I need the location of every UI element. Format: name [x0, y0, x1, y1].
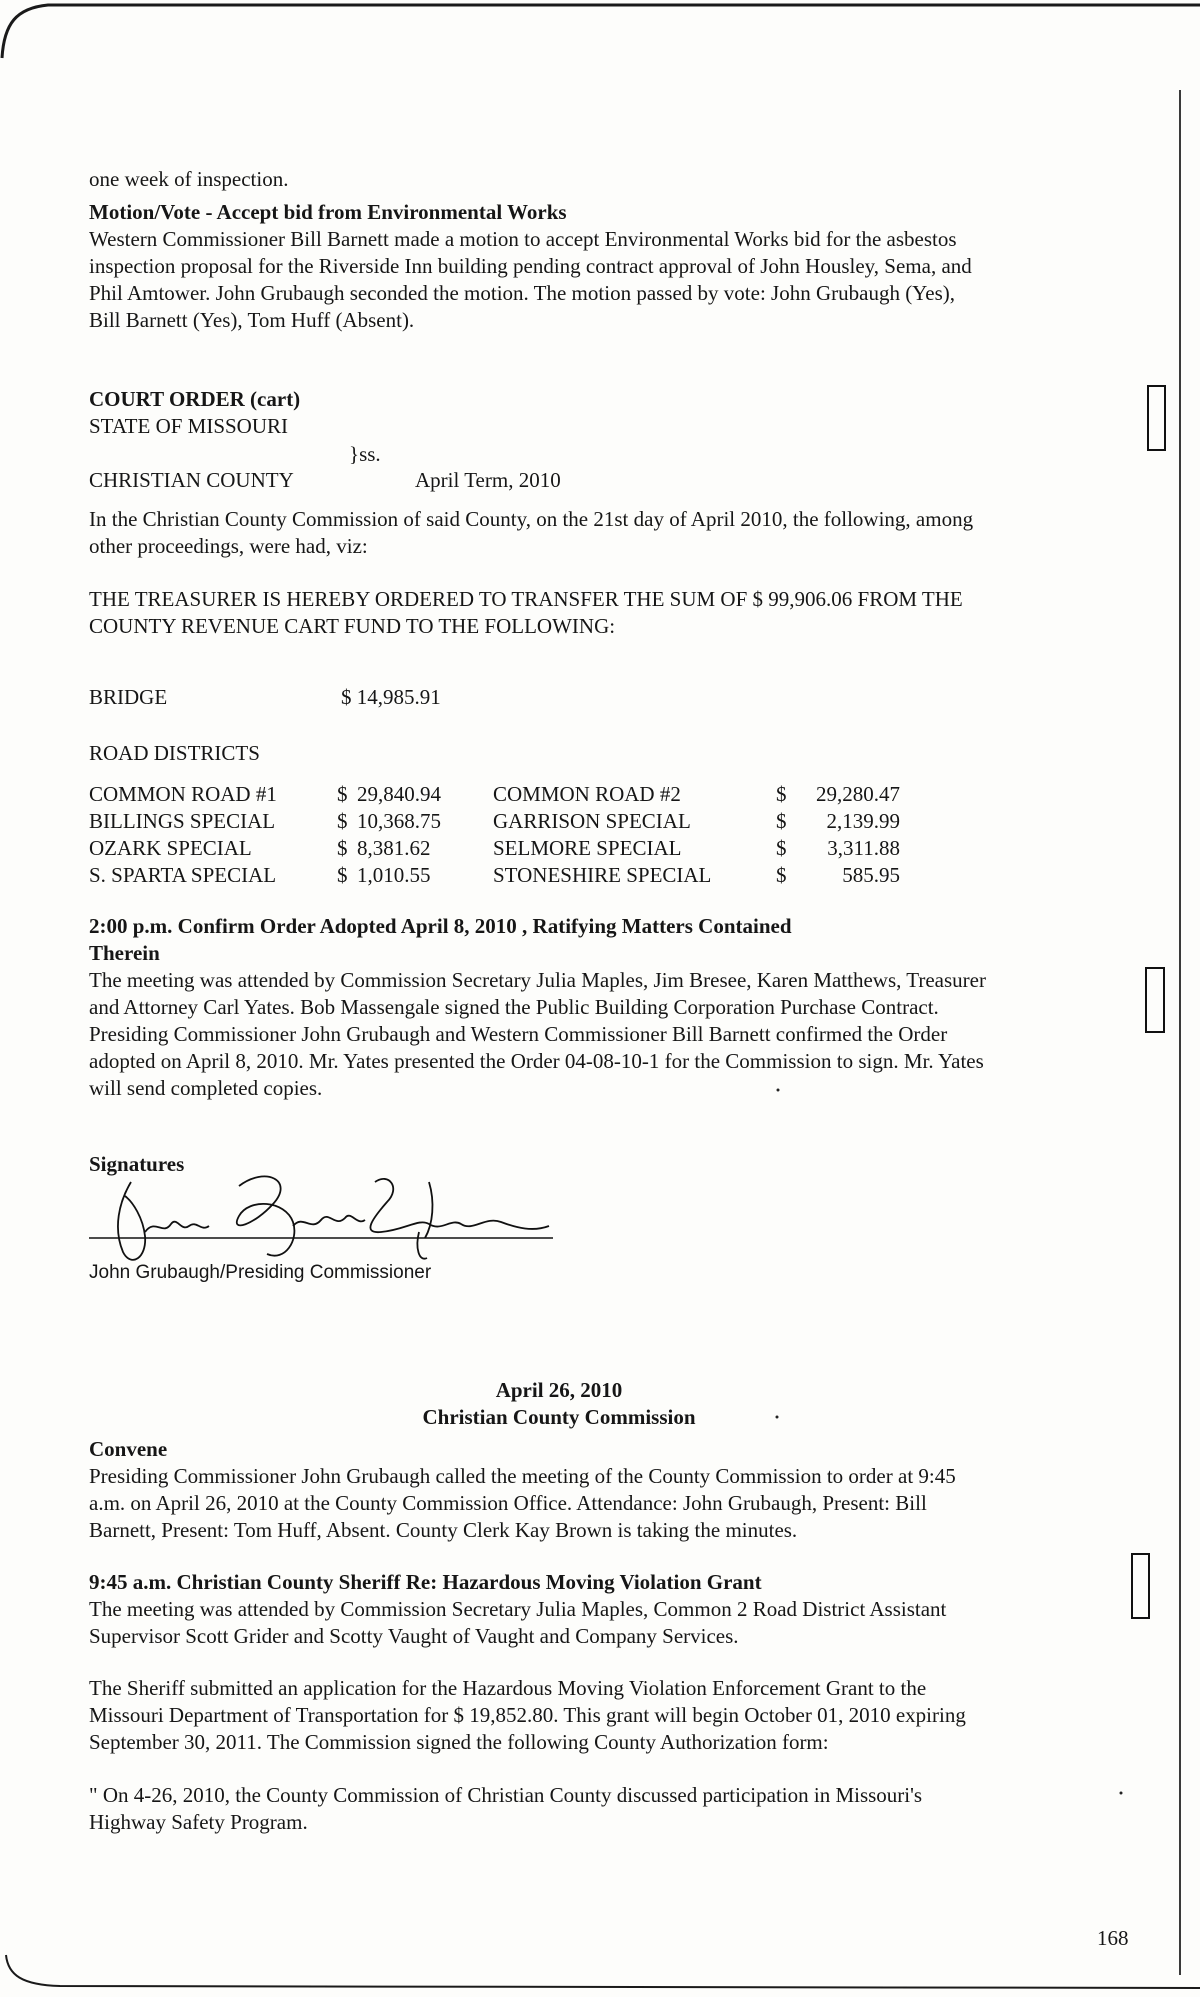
motion-vote-line: Bill Barnett (Yes), Tom Huff (Absent). [89, 308, 415, 332]
district-name: GARRISON SPECIAL [493, 809, 691, 833]
signature-caption: John Grubaugh/Presiding Commissioner [89, 1262, 432, 1283]
motion-vote-line: inspection proposal for the Riverside Inn building pending contract approval of John Housley, Sema, and [89, 254, 972, 278]
confirm-order-line: The meeting was attended by Commission Secretary Julia Maples, Jim Bresee, Karen Matthews, Treasurer [89, 968, 986, 992]
dollar-sign: $ [337, 782, 348, 806]
confirm-order-line: will send completed copies. [89, 1076, 323, 1100]
district-amount: 2,139.99 [826, 809, 900, 833]
court-order-heading: COURT ORDER (cart) [89, 387, 301, 411]
bridge-label: BRIDGE [89, 685, 168, 709]
transfer-line: COUNTY REVENUE CART FUND TO THE FOLLOWING: [89, 614, 616, 638]
district-name: STONESHIRE SPECIAL [493, 863, 712, 887]
district-amount: 8,381.62 [357, 836, 431, 860]
sheriff-line: Supervisor Scott Grider and Scotty Vaught of Vaught and Company Services. [89, 1624, 739, 1648]
confirm-order-line: Presiding Commissioner John Grubaugh and Western Commissioner Bill Barnett confirmed the Order [89, 1022, 948, 1046]
court-order-county: CHRISTIAN COUNTY [89, 468, 294, 492]
meeting-body: Christian County Commission [422, 1405, 696, 1429]
district-name: S. SPARTA SPECIAL [89, 863, 277, 887]
court-order-transfer-text [89, 586, 1119, 640]
road-districts-table [89, 781, 900, 889]
convene-line: Presiding Commissioner John Grubaugh called the meeting of the County Commission to order at 9:45 [89, 1464, 956, 1488]
grant-line: Missouri Department of Transportation for $ 19,852.80. This grant will begin October 01, 2010 expiring [89, 1703, 966, 1727]
proceedings-line: other proceedings, were had, viz: [89, 534, 368, 558]
sheriff-section [89, 1569, 1119, 1650]
signature-scribble [89, 1162, 569, 1272]
motion-vote-line: Western Commissioner Bill Barnett made a motion to accept Environmental Works bid for the asbestos [89, 227, 957, 251]
dollar-sign: $ [776, 863, 787, 887]
court-order-ss: }ss. [349, 442, 381, 466]
motion-vote-line: Phil Amtower. John Grubaugh seconded the motion. The motion passed by vote: John Grubaugh (Yes), [89, 281, 955, 305]
transfer-line: THE TREASURER IS HEREBY ORDERED TO TRANSFER THE SUM OF $ 99,906.06 FROM THE [89, 587, 963, 611]
signatures-heading: Signatures [89, 1152, 185, 1176]
court-order-proceedings [89, 506, 1119, 560]
convene-line: a.m. on April 26, 2010 at the County Commission Office. Attendance: John Grubaugh, Present: Bill [89, 1491, 927, 1515]
proceedings-line: In the Christian County Commission of said County, on the 21st day of April 2010, the following, among [89, 507, 974, 531]
quote-line: " On 4-26, 2010, the County Commission of Christian County discussed participation in Missouri's [89, 1783, 923, 1807]
district-name: SELMORE SPECIAL [493, 836, 682, 860]
district-amount: 585.95 [842, 863, 900, 887]
district-name: COMMON ROAD #1 [89, 782, 277, 806]
dollar-sign: $ [337, 863, 348, 887]
margin-mark-2 [1146, 968, 1164, 1032]
district-amount: 29,280.47 [816, 782, 900, 806]
convene-section [89, 1436, 1119, 1544]
motion-vote-heading: Motion/Vote - Accept bid from Environmental Works [89, 200, 567, 224]
dollar-sign: $ [337, 809, 348, 833]
grant-section [89, 1675, 1119, 1756]
district-name: BILLINGS SPECIAL [89, 809, 276, 833]
grant-line: The Sheriff submitted an application for the Hazardous Moving Violation Enforcement Grant to the [89, 1676, 927, 1700]
margin-mark-3 [1132, 1554, 1149, 1618]
authorization-quote [89, 1782, 1119, 1836]
confirm-order-heading: 2:00 p.m. Confirm Order Adopted April 8, 2010 , Ratifying Matters Contained [89, 914, 792, 938]
road-districts-heading: ROAD DISTRICTS [89, 741, 260, 765]
court-order-state: STATE OF MISSOURI [89, 414, 289, 438]
motion-vote-section [89, 199, 1119, 334]
district-amount: 10,368.75 [357, 809, 441, 833]
page-number: 168 [1097, 1926, 1129, 1950]
margin-mark-1 [1148, 386, 1165, 450]
convene-line: Barnett, Present: Tom Huff, Absent. County Clerk Kay Brown is taking the minutes. [89, 1518, 798, 1542]
dollar-sign: $ [776, 836, 787, 860]
confirm-order-heading: Therein [89, 941, 160, 965]
court-order-term: April Term, 2010 [415, 468, 561, 492]
intro-text: one week of inspection. [89, 167, 289, 191]
sheriff-line: The meeting was attended by Commission Secretary Julia Maples, Common 2 Road District Assistant [89, 1597, 947, 1621]
dollar-sign: $ [776, 782, 787, 806]
quote-line: Highway Safety Program. [89, 1810, 308, 1834]
table-row [89, 862, 900, 889]
dollar-sign: $ [337, 836, 348, 860]
table-row [89, 781, 900, 808]
district-name: OZARK SPECIAL [89, 836, 252, 860]
district-amount: 3,311.88 [827, 836, 900, 860]
grant-line: September 30, 2011. The Commission signed the following County Authorization form: [89, 1730, 829, 1754]
confirm-order-line: and Attorney Carl Yates. Bob Massengale signed the Public Building Corporation Purchase Contract. [89, 995, 939, 1019]
district-amount: 1,010.55 [357, 863, 431, 887]
bridge-amount: $ 14,985.91 [341, 685, 441, 709]
confirm-order-section [89, 913, 1119, 1102]
meeting-date: April 26, 2010 [495, 1378, 623, 1402]
confirm-order-line: adopted on April 8, 2010. Mr. Yates presented the Order 04-08-10-1 for the Commission to sign. Mr. Yates [89, 1049, 984, 1073]
convene-heading: Convene [89, 1437, 168, 1461]
dollar-sign: $ [776, 809, 787, 833]
district-name: COMMON ROAD #2 [493, 782, 681, 806]
district-amount: 29,840.94 [357, 782, 441, 806]
sheriff-heading: 9:45 a.m. Christian County Sheriff Re: Hazardous Moving Violation Grant [89, 1570, 762, 1594]
table-row [89, 808, 900, 835]
table-row [89, 835, 900, 862]
